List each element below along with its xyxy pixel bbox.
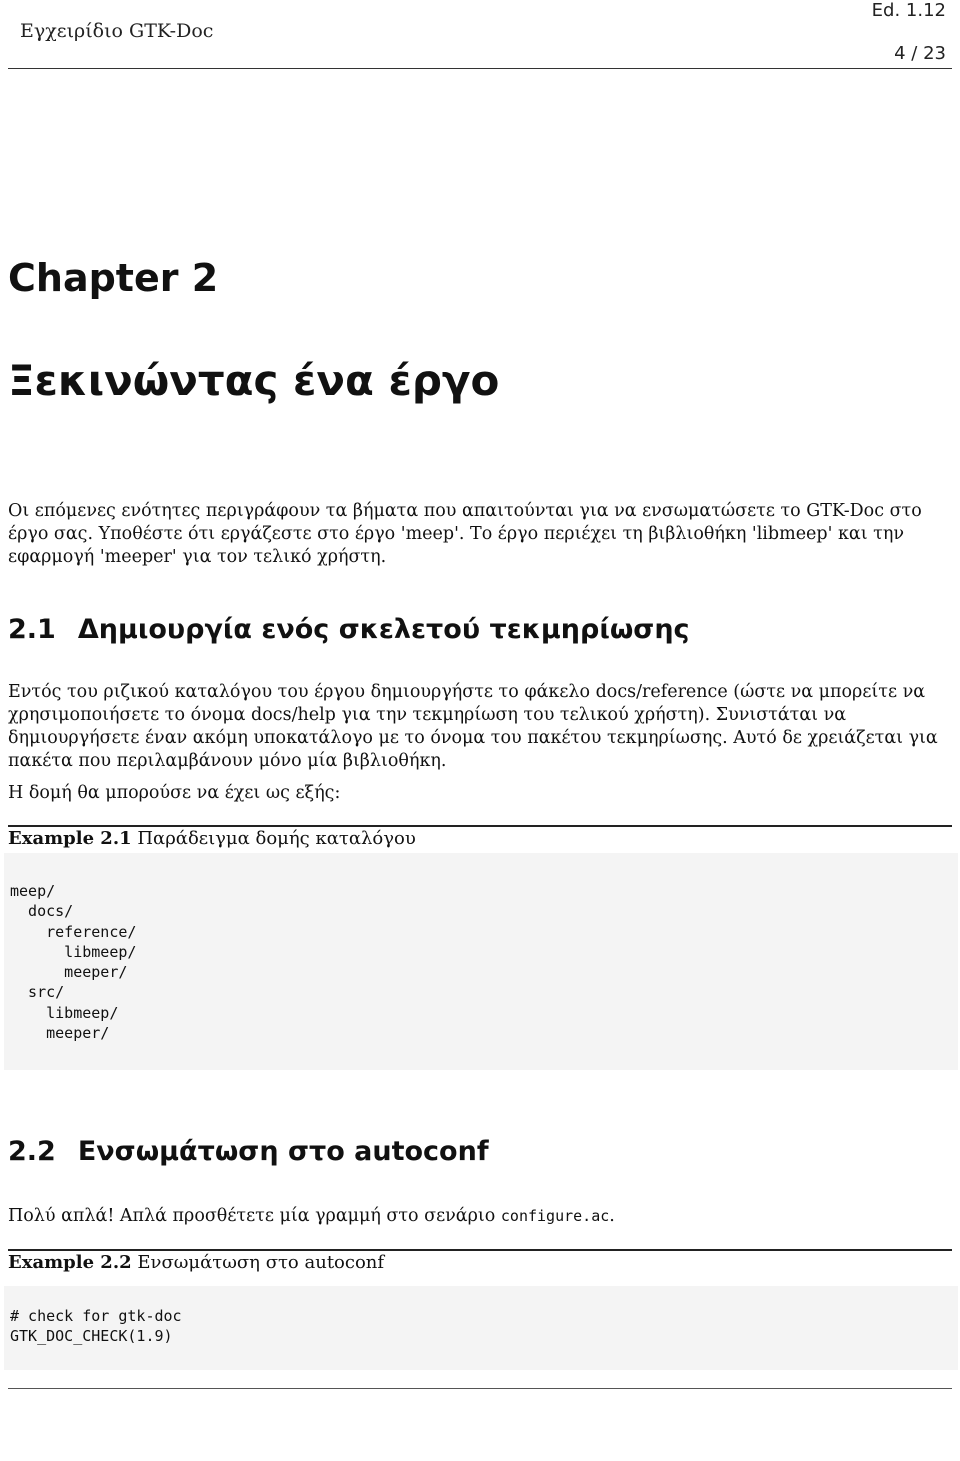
section-2-2-number: 2.2 <box>8 1136 56 1167</box>
example-2-1-rule <box>8 825 952 827</box>
section-2-1-structure-note: Η δομή θα μπορούσε να έχει ως εξής: <box>8 783 341 803</box>
example-2-2-rule <box>8 1249 952 1251</box>
footer-divider <box>8 1388 952 1389</box>
example-2-2-caption <box>8 1252 384 1273</box>
example-2-2-code: # check for gtk-doc GTK_DOC_CHECK(1.9) <box>10 1307 182 1346</box>
example-2-1-code-block <box>4 853 958 1070</box>
section-2-2-paragraph-end: . <box>609 1206 615 1226</box>
section-2-2-paragraph-text: Πολύ απλά! Απλά προσθέτετε μία γραμμή στο σενάριο <box>8 1206 496 1226</box>
chapter-intro-paragraph: Οι επόμενες ενότητες περιγράφουν τα βήματα που απαιτούνται για να ενσωματώσετε το GTK-Doc στο έργο σας. Υποθέστε ότι εργάζεστε στο έργο 'meep'. Το έργο περιέχει τη βιβλιοθήκη 'libmeep' και την εφαρμογή 'meeper' για τον τελικό χρήστη. <box>8 501 922 567</box>
example-2-1-caption-text: Παράδειγμα δομής καταλόγου <box>137 828 416 849</box>
example-2-1-code: meep/ docs/ reference/ libmeep/ meeper/ src/ libmeep/ meeper/ <box>10 882 137 1043</box>
example-2-2-code-block <box>4 1286 958 1370</box>
running-header-title: Εγχειρίδιο GTK-Doc <box>20 20 214 42</box>
section-2-1-title: Δημιουργία ενός σκελετού τεκμηρίωσης <box>77 614 690 645</box>
section-2-2-heading <box>8 1136 489 1167</box>
section-2-1-heading <box>8 614 690 645</box>
section-2-1-paragraph: Εντός του ριζικού καταλόγου του έργου δημιουργήστε το φάκελο docs/reference (ώστε να μπορείτε να χρησιμοποιήσετε το όνομα docs/help για την τεκμηρίωση του τελικού χρήστη). Συνιστάται να δημιουργήσετε έναν ακόμη υποκατάλογο με το όνομα του πακέτου τεκμηρίωσης. Αυτό δε χρειάζεται για πακέτα που περιλαμβάνουν μόνο μία βιβλιοθήκη. <box>8 682 938 771</box>
header-divider <box>8 68 952 69</box>
section-2-2-title: Ενσωμάτωση στο autoconf <box>77 1136 489 1167</box>
page-number: 4 / 23 <box>894 43 946 64</box>
example-2-1-label: Example 2.1 <box>8 828 132 849</box>
example-2-2-caption-text: Ενσωμάτωση στο autoconf <box>137 1252 385 1273</box>
section-2-2-paragraph <box>8 1205 958 1228</box>
chapter-title: Ξεκινώντας ένα έργο <box>8 356 500 405</box>
edition-label: Ed. 1.12 <box>871 0 946 21</box>
section-2-1-number: 2.1 <box>8 614 56 645</box>
chapter-label: Chapter 2 <box>8 256 219 300</box>
configure-ac-filename: configure.ac <box>500 1207 610 1225</box>
example-2-1-caption <box>8 828 416 849</box>
example-2-2-label: Example 2.2 <box>8 1252 132 1273</box>
